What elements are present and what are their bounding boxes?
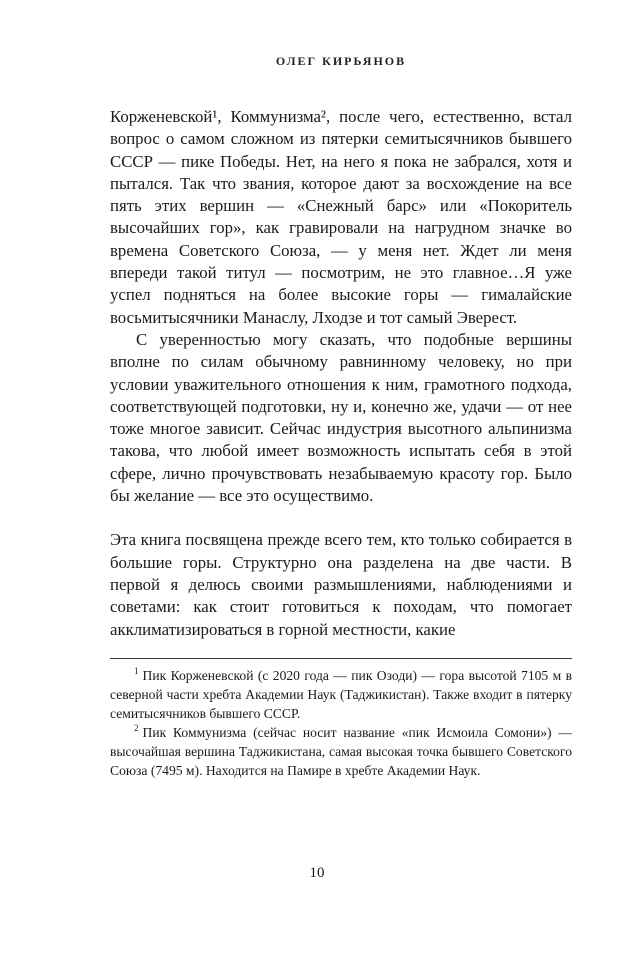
footnote-marker: 1: [134, 666, 139, 677]
body-paragraph: Корженевской¹, Коммунизма², после чего, естественно, встал вопрос о самом сложном из пятерки семитысячников бывшего СССР — пике Победы. Нет, на него я пока не забрался, хотя и пытался. Так что звания, которое дают за восхождение на все пять этих вершин — «Снежный барс» или «Покоритель высочайших гор», как гравировали на нагрудном значке во времена Советского Союза, — у меня нет. Ждет ли меня впереди такой титул — посмотрим, не это главное…Я уже успел подняться на более высокие горы — гималайские восьмитысячники Манаслу, Лходзе и тот самый Эверест.: [110, 107, 572, 327]
page-number: 10: [309, 865, 325, 881]
footnote-text: Пик Корженевской (с 2020 года — пик Озоди) — гора высотой 7105 м в северной части хребта Академии Наук (Таджикистан). Также входит в пятерку семитысячников бывшего СССР.: [110, 667, 572, 721]
body-paragraph: С уверенностью могу сказать, что подобные вершины вполне по силам обычному равнинному человеку, но при условии уважительного отношения к ним, грамотного подхода, соответствующей подготовки, ну и, конечно же, удачи — от нее тоже многое зависит. Сейчас индустрия высотного альпинизма такова, что любой имеет возможность испытать себя в этой сфере, лично прочувствовать незабываемую красоту гор. Было бы желание — все это осуществимо.: [110, 329, 572, 506]
footnotes-section: [110, 658, 572, 780]
footnote-marker: 2: [134, 723, 139, 734]
body-paragraph: Эта книга посвящена прежде всего тем, кто только собирается в большие горы. Структурно она разделена на две части. В первой я делюсь своими размышлениями, наблюдениями и советами: как стоит готовиться к походам, что помогает акклиматизироваться в горной местности, какие: [110, 530, 572, 639]
page-body-text: [110, 106, 572, 641]
footnote: [110, 666, 572, 723]
footnote: [110, 723, 572, 780]
running-header-author: ОЛЕГ КИРЬЯНОВ: [275, 54, 407, 68]
footnote-text: Пик Коммунизма (сейчас носит название «пик Исмоила Сомони») — высочайшая вершина Таджикистана, самая высокая точка бывшего Советского Союза (7495 м). Находится на Памире в хребте Академии Наук.: [110, 724, 572, 778]
